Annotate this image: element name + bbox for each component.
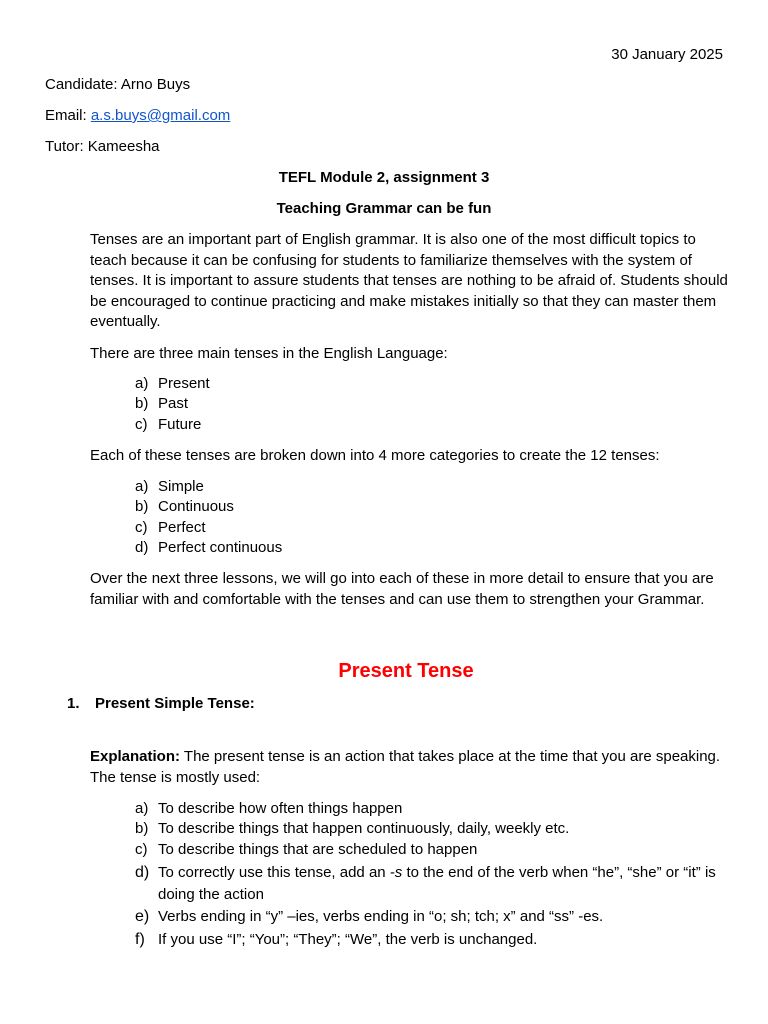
subsection-title: Present Simple Tense: <box>95 695 255 712</box>
list-item: e) Verbs ending in “y” –ies, verbs ending in “o; sh; tch; x” and “ss” -es. <box>135 908 604 926</box>
subsection-number: 1. <box>67 695 80 712</box>
categories-list <box>90 477 282 559</box>
candidate-line: Candidate: Arno Buys <box>45 76 191 93</box>
document-date: 30 January 2025 <box>611 46 723 63</box>
list-item: c) To describe things that are scheduled to happen <box>135 840 478 858</box>
list-item: c) Future <box>135 415 202 433</box>
list-item: b) Continuous <box>135 498 234 516</box>
tutor-line: Tutor: Kameesha <box>45 138 160 155</box>
list-item: c) Perfect <box>135 518 206 536</box>
email-line <box>45 107 230 124</box>
categories-intro: Each of these tenses are broken down into 4 more categories to create the 12 tenses: <box>90 447 660 464</box>
section-heading: Present Tense <box>338 660 474 682</box>
explanation-label: Explanation: <box>90 748 181 765</box>
list-item: d) To correctly use this tense, add an -s to the end of the verb when “he”, “she” or “it” is doing the action <box>135 864 716 903</box>
subsection-heading <box>67 695 255 712</box>
uses-list <box>90 799 730 951</box>
list-item: a) Present <box>135 375 210 392</box>
list-item: a) Simple <box>135 478 204 495</box>
document-title: TEFL Module 2, assignment 3 <box>278 169 490 186</box>
document-subtitle: Teaching Grammar can be fun <box>276 200 492 217</box>
intro-paragraph: Tenses are an important part of English grammar. It is also one of the most difficult topics to teach because it can be confusing for students to familiarize themselves with the system of tenses. It is important to assure students that tenses are nothing to be afraid of. Students should be encouraged to continue practicing and make mistakes initially so that they can master them eventually. <box>90 231 728 331</box>
lessons-paragraph: Over the next three lessons, we will go into each of these in more detail to ensure that you are familiar with and comfortable with the tenses and can use them to strengthen your Grammar. <box>90 570 714 608</box>
list-item: b) To describe things that happen continuously, daily, weekly etc. <box>135 820 570 838</box>
email-label: Email: <box>45 107 91 124</box>
list-item: a) To describe how often things happen <box>135 800 403 817</box>
list-item: b) Past <box>135 395 189 413</box>
list-item: d) Perfect continuous <box>135 539 283 557</box>
list-item: f) If you use “I”; “You”; “They”; “We”, the verb is unchanged. <box>135 931 538 949</box>
email-link[interactable]: a.s.buys@gmail.com <box>90 107 231 124</box>
explanation-text: The present tense is an action that takes place at the time that you are speaking. The tense is mostly used: <box>90 748 721 786</box>
three-tenses-list <box>90 374 210 435</box>
explanation-paragraph <box>90 747 730 788</box>
three-tenses-intro: There are three main tenses in the English Language: <box>90 345 448 362</box>
